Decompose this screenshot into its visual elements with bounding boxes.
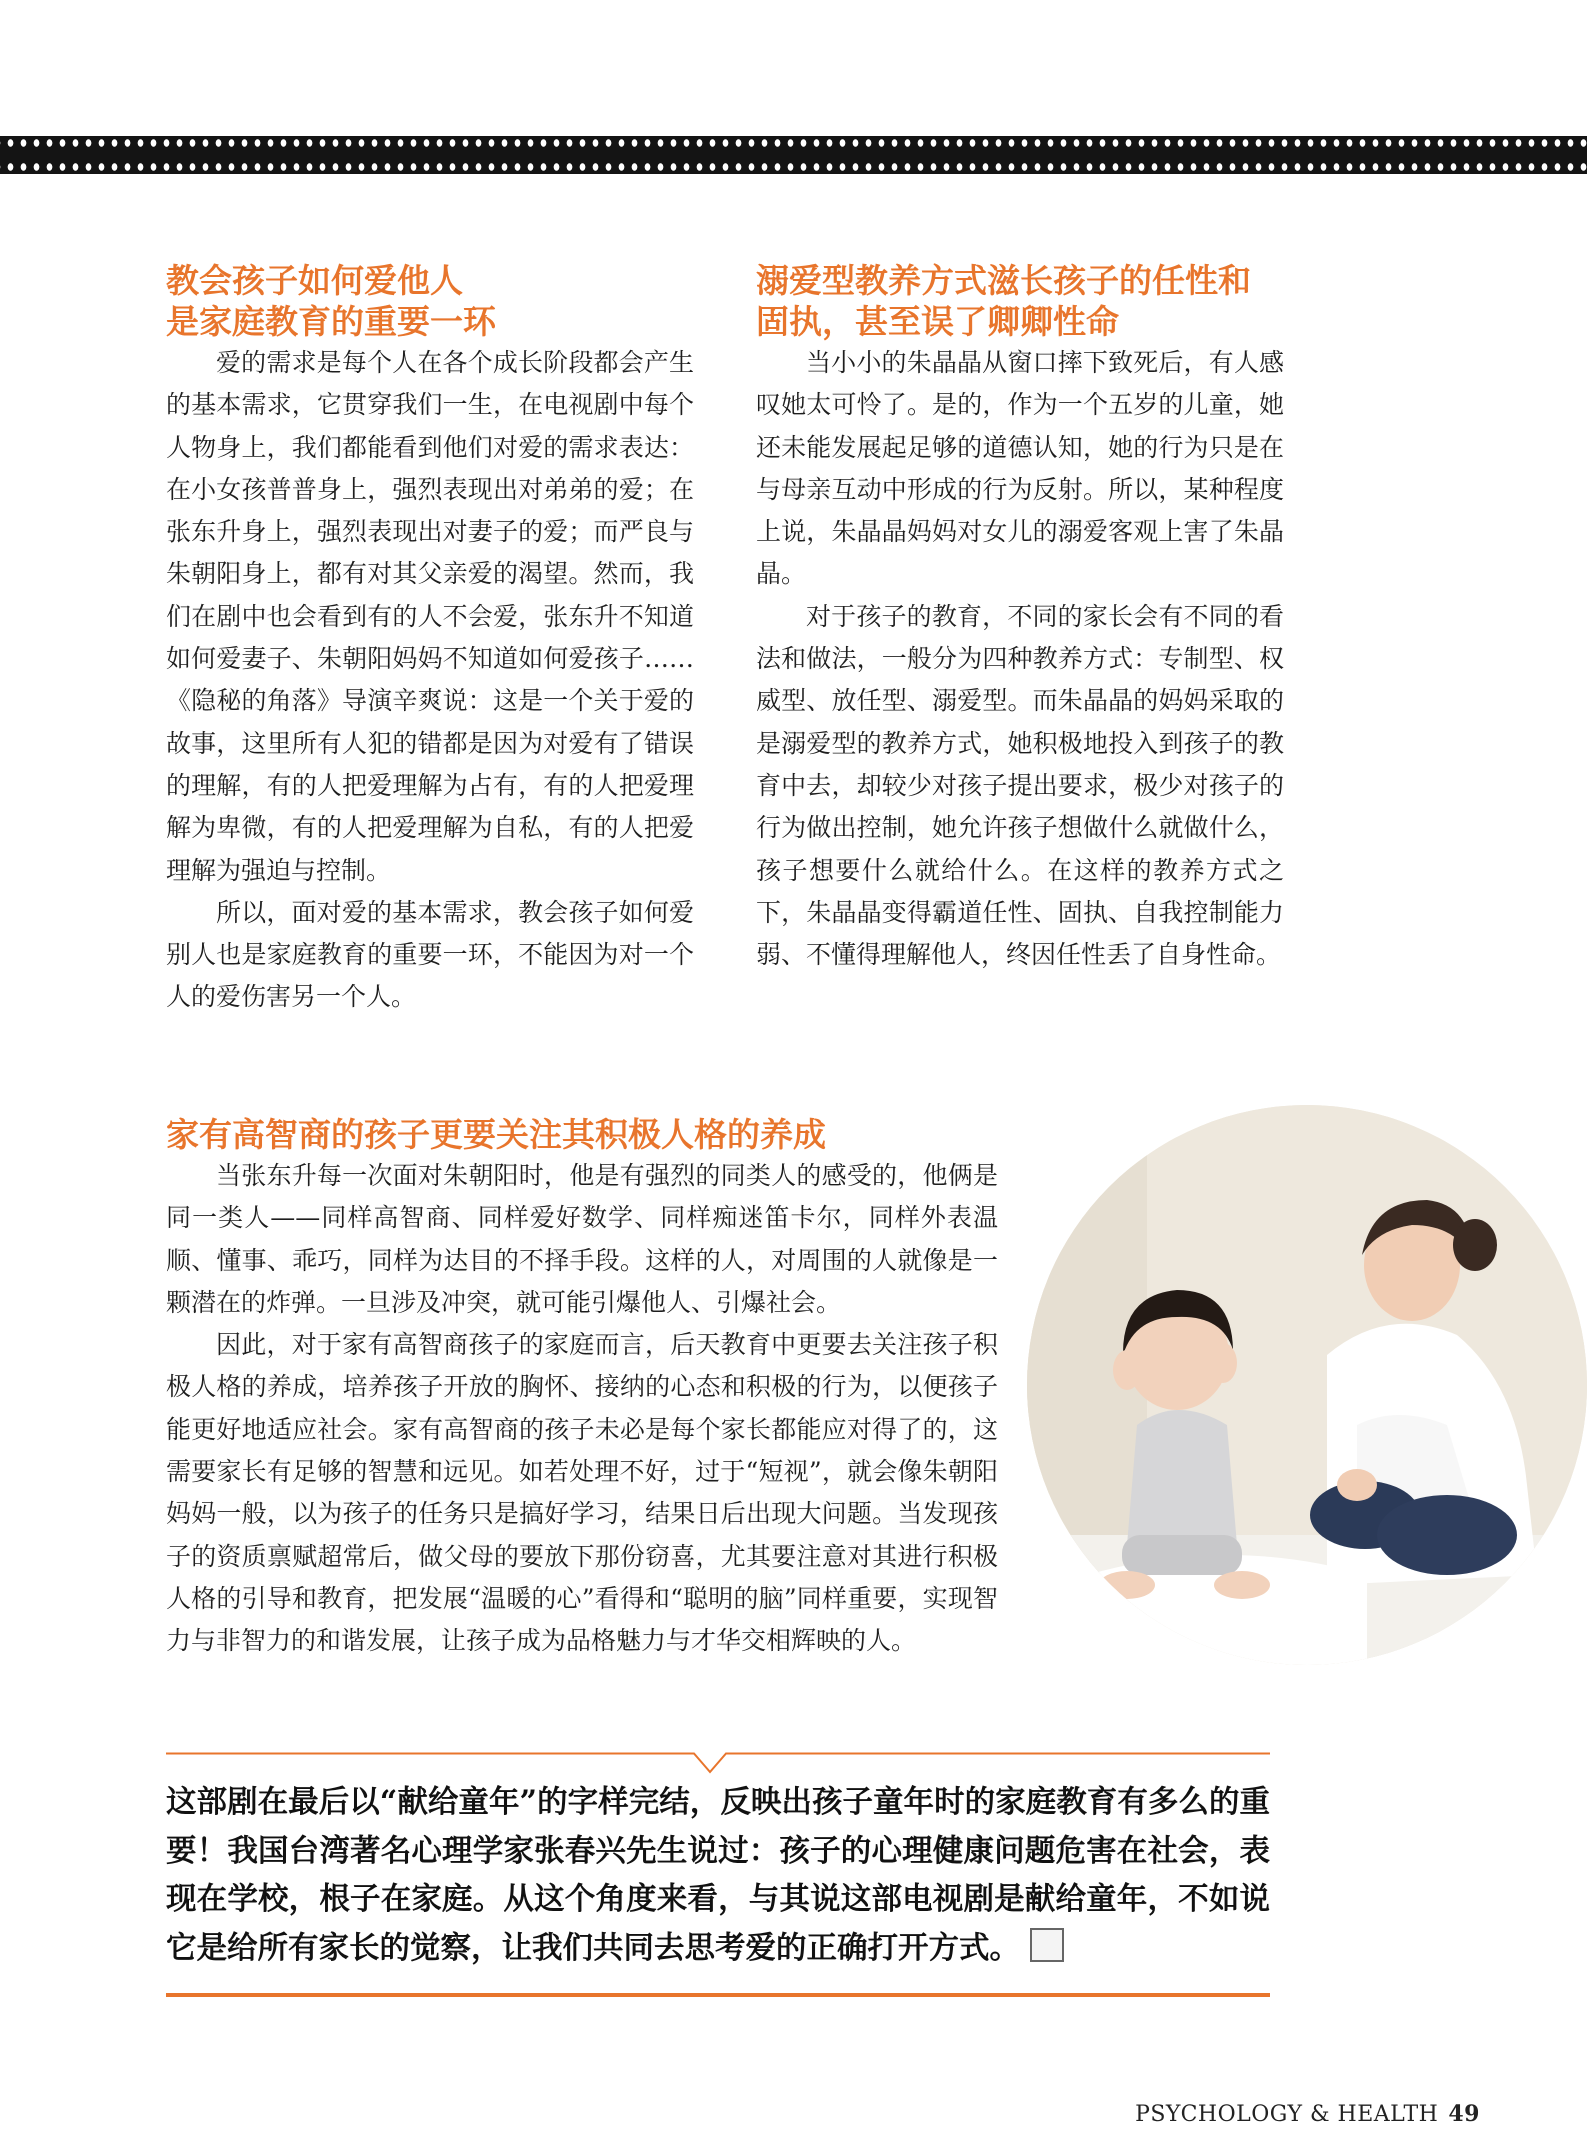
paragraph: 当小小的朱晶晶从窗口摔下致死后，有人感叹她太可怜了。是的，作为一个五岁的儿童，她还未能发展起足够的道德认知，她的行为只是在与母亲互动中形成的行为反射。所以，某种程度上说，朱晶晶妈妈对女儿的溺爱客观上害了朱晶晶。 — [756, 348, 1284, 589]
section-title — [166, 260, 694, 342]
film-strip-border — [0, 136, 1587, 174]
page-footer — [1135, 2101, 1480, 2127]
section-love-others — [166, 260, 694, 1019]
section-title-line-2: 固执，甚至误了卿卿性命 — [756, 302, 1119, 341]
section-title: 家有高智商的孩子更要关注其积极人格的养成 — [166, 1115, 826, 1154]
section-title-line-1: 教会孩子如何爱他人 — [166, 261, 463, 300]
section-high-iq-children — [166, 1114, 998, 1663]
paragraph: 爱的需求是每个人在各个成长阶段都会产生的基本需求，它贯穿我们一生，在电视剧中每个人物身上，我们都能看到他们对爱的需求表达：在小女孩普普身上，强烈表现出对弟弟的爱；在张东升身上，强烈表现出对妻子的爱；而严良与朱朝阳身上，都有对其父亲爱的渴望。然而，我们在剧中也会看到有的人不会爱，张东升不知道如何爱妻子、朱朝阳妈妈不知道如何爱孩子……《隐秘的角落》导演辛爽说：这是一个关于爱的故事，这里所有人犯的错都是因为对爱有了错误的理解，有的人把爱理解为占有，有的人把爱理解为卑微，有的人把爱理解为自私，有的人把爱理解为强迫与控制。 — [166, 348, 694, 885]
section-title — [756, 260, 1284, 342]
quote-bottom-rule — [166, 1993, 1270, 1997]
section-title-line-2: 是家庭教育的重要一环 — [166, 302, 496, 341]
section-title-line-1: 溺爱型教养方式滋长孩子的任性和 — [756, 261, 1251, 300]
seal-stamp-icon — [1030, 1928, 1064, 1962]
paragraph: 当张东升每一次面对朱朝阳时，他是有强烈的同类人的感受的，他俩是同一类人——同样高智商、同样爱好数学、同样痴迷笛卡尔，同样外表温顺、懂事、乖巧，同样为达目的不择手段。这样的人，对周围的人就像是一颗潜在的炸弹。一旦涉及冲突，就可能引爆他人、引爆社会。 — [166, 1161, 998, 1317]
quote-top-rule — [166, 1752, 1270, 1776]
paragraph: 所以，面对爱的基本需求，教会孩子如何爱别人也是家庭教育的重要一环，不能因为对一个人的爱伤害另一个人。 — [166, 897, 694, 1012]
closing-quote — [166, 1778, 1270, 1972]
section-doting-parenting — [756, 260, 1284, 976]
mother-child-photo — [1027, 1105, 1587, 1665]
page-number: 49 — [1448, 2101, 1480, 2127]
paragraph: 因此，对于家有高智商孩子的家庭而言，后天教育中更要去关注孩子积极人格的养成，培养孩子开放的胸怀、接纳的心态和积极的行为，以便孩子能更好地适应社会。家有高智商的孩子未必是每个家长都能应对得了的，这需要家长有足够的智慧和远见。如若处理不好，过于“短视”，就会像朱朝阳妈妈一般，以为孩子的任务只是搞好学习，结果日后出现大问题。当发现孩子的资质禀赋超常后，做父母的要放下那份窃喜，尤其要注意对其进行积极人格的引导和教育，把发展“温暖的心”看得和“聪明的脑”同样重要，实现智力与非智力的和谐发展，让孩子成为品格魅力与才华交相辉映的人。 — [166, 1330, 998, 1656]
magazine-name: PSYCHOLOGY & HEALTH — [1135, 2102, 1439, 2127]
paragraph: 对于孩子的教育，不同的家长会有不同的看法和做法，一般分为四种教养方式：专制型、权威型、放任型、溺爱型。而朱晶晶的妈妈采取的是溺爱型的教养方式，她积极地投入到孩子的教育中去，却较少对孩子提出要求，极少对孩子的行为做出控制，她允许孩子想做什么就做什么，孩子想要什么就给什么。在这样的教养方式之下，朱晶晶变得霸道任性、固执、自我控制能力弱、不懂得理解他人，终因任性丢了自身性命。 — [756, 601, 1284, 970]
closing-quote-text: 这部剧在最后以“献给童年”的字样完结，反映出孩子童年时的家庭教育有多么的重要！我国台湾著名心理学家张春兴先生说过：孩子的心理健康问题危害在社会，表现在学校，根子在家庭。从这个角度来看，与其说这部电视剧是献给童年，不如说它是给所有家长的觉察，让我们共同去思考爱的正确打开方式。 — [166, 1784, 1270, 1966]
